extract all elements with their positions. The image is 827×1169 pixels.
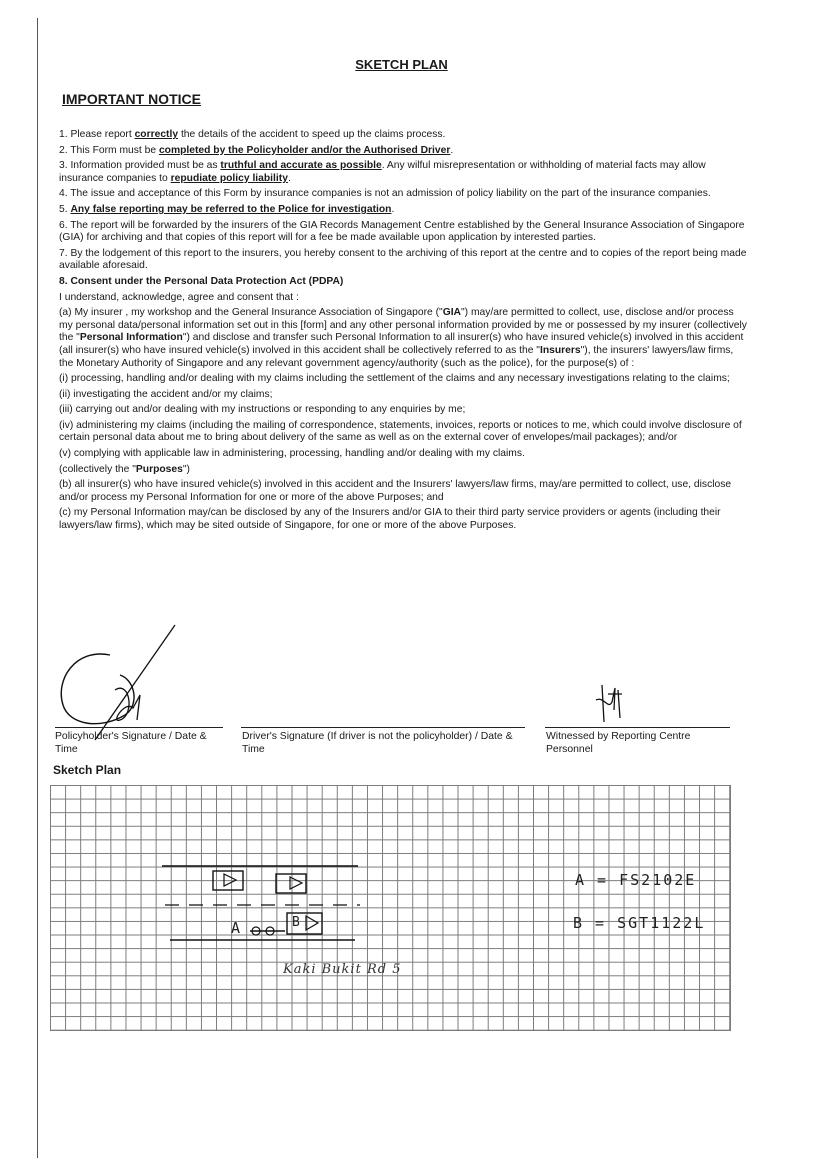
road-name: Kaki Bukit Rd 5 xyxy=(283,962,402,977)
parked-vehicle-2 xyxy=(276,874,306,893)
pdpa-purpose-i: (i) processing, handling and/or dealing with my claims including the settlement of the claims and any necessary investigations relating to the claims; xyxy=(59,373,730,385)
vehicle-a xyxy=(250,927,285,935)
sketch-plan-heading: Sketch Plan xyxy=(53,763,122,777)
witness-signature-label: Witnessed by Reporting Centre Personnel xyxy=(546,731,691,755)
notice-item-5: 5. Any false reporting may be referred to the Police for investigation. xyxy=(59,203,395,215)
notice-item-6: 6. The report will be forwarded by the insurers of the GIA Records Management Centre established by the General Insurance Association of Singapore (GIA) for archiving and that copies of this report will for a fee be made available upon application by interested parties. xyxy=(59,219,745,244)
pdpa-clause-c: (c) my Personal Information may/can be disclosed by any of the Insurers and/or GIA to their third party service providers or agents (including their lawyers/law firms), which may be sited outside of Singapore, for one or more of the above Purposes. xyxy=(59,507,721,532)
pdpa-purposes-definition: (collectively the "Purposes") xyxy=(59,463,190,475)
legend-vehicle-a: A = FS2102E xyxy=(575,871,697,889)
policyholder-signature-label: Policyholder's Signature / Date & Time xyxy=(55,731,207,755)
vehicle-b-label: B xyxy=(292,915,302,930)
page-title: SKETCH PLAN xyxy=(355,57,448,72)
pdpa-heading: 8. Consent under the Personal Data Protection Act (PDPA) xyxy=(59,275,344,287)
legend-vehicle-b: B = SGT1122L xyxy=(573,914,706,932)
notice-item-1: 1. Please report correctly the details of the accident to speed up the claims process. xyxy=(59,129,446,140)
notice-item-2: 2. This Form must be completed by the Policyholder and/or the Authorised Driver. xyxy=(59,144,454,156)
pdpa-clause-a: (a) My insurer , my workshop and the General Insurance Association of Singapore ("GIA") may/are permitted to collect, use, disclose and/or process my personal data/personal information set out in this [form] and any other personal information provided by me or possessed by my insurer (collectively the "Personal Information") and disclose and transfer such Personal Information to all insurer(s) who have insured vehicle(s) involved in this accident (all insurer(s) who have insured vehicle(s) involved in this accident shall be collectively referred to as the "Insurers"), the insurers' lawyers/law firms, the Monetary Authority of Singapore and any relevant government agency/authority (such as the police), for the purpose(s) of : xyxy=(59,307,747,369)
driver-signature-label: Driver's Signature (If driver is not the policyholder) / Date & Time xyxy=(242,731,513,755)
pdpa-purpose-ii: (ii) investigating the accident and/or my claims; xyxy=(59,388,273,400)
pdpa-purpose-v: (v) complying with applicable law in administering, processing, handling and/or dealing with my claims. xyxy=(59,448,525,460)
pdpa-intro: I understand, acknowledge, agree and consent that : xyxy=(59,291,299,303)
important-notice-heading: IMPORTANT NOTICE xyxy=(62,91,201,107)
pdpa-clause-b: (b) all insurer(s) who have insured vehicle(s) involved in this accident and the Insurers' lawyers/law firms, may/are permitted to collect, use, disclose and/or process my Personal Information for one or more of the above Purposes; and xyxy=(59,479,732,503)
notice-item-3: 3. Information provided must be as truthful and accurate as possible. Any wilful misrepresentation or withholding of material facts may allow insurance companies to repudiate policy liability. xyxy=(59,160,706,184)
parked-vehicle-1 xyxy=(213,871,243,890)
pdpa-purpose-iv: (iv) administering my claims (including the mailing of correspondence, statements, invoices, reports or notices to me, which could involve disclosure of certain personal data about me to bring about delivery of the same as well as on the external cover of envelopes/mail packages); and/or xyxy=(59,419,742,444)
notice-item-7: 7. By the lodgement of this report to the insurers, you hereby consent to the archiving of this report at the centre and to copies of the report being made available aforesaid. xyxy=(59,247,747,272)
notice-item-4: 4. The issue and acceptance of this Form by insurance companies is not an admission of policy liability on the part of the insurance companies. xyxy=(59,188,711,200)
vehicle-a-label: A xyxy=(231,919,243,937)
pdpa-purpose-iii: (iii) carrying out and/or dealing with my instructions or responding to any enquiries by me; xyxy=(59,404,466,416)
